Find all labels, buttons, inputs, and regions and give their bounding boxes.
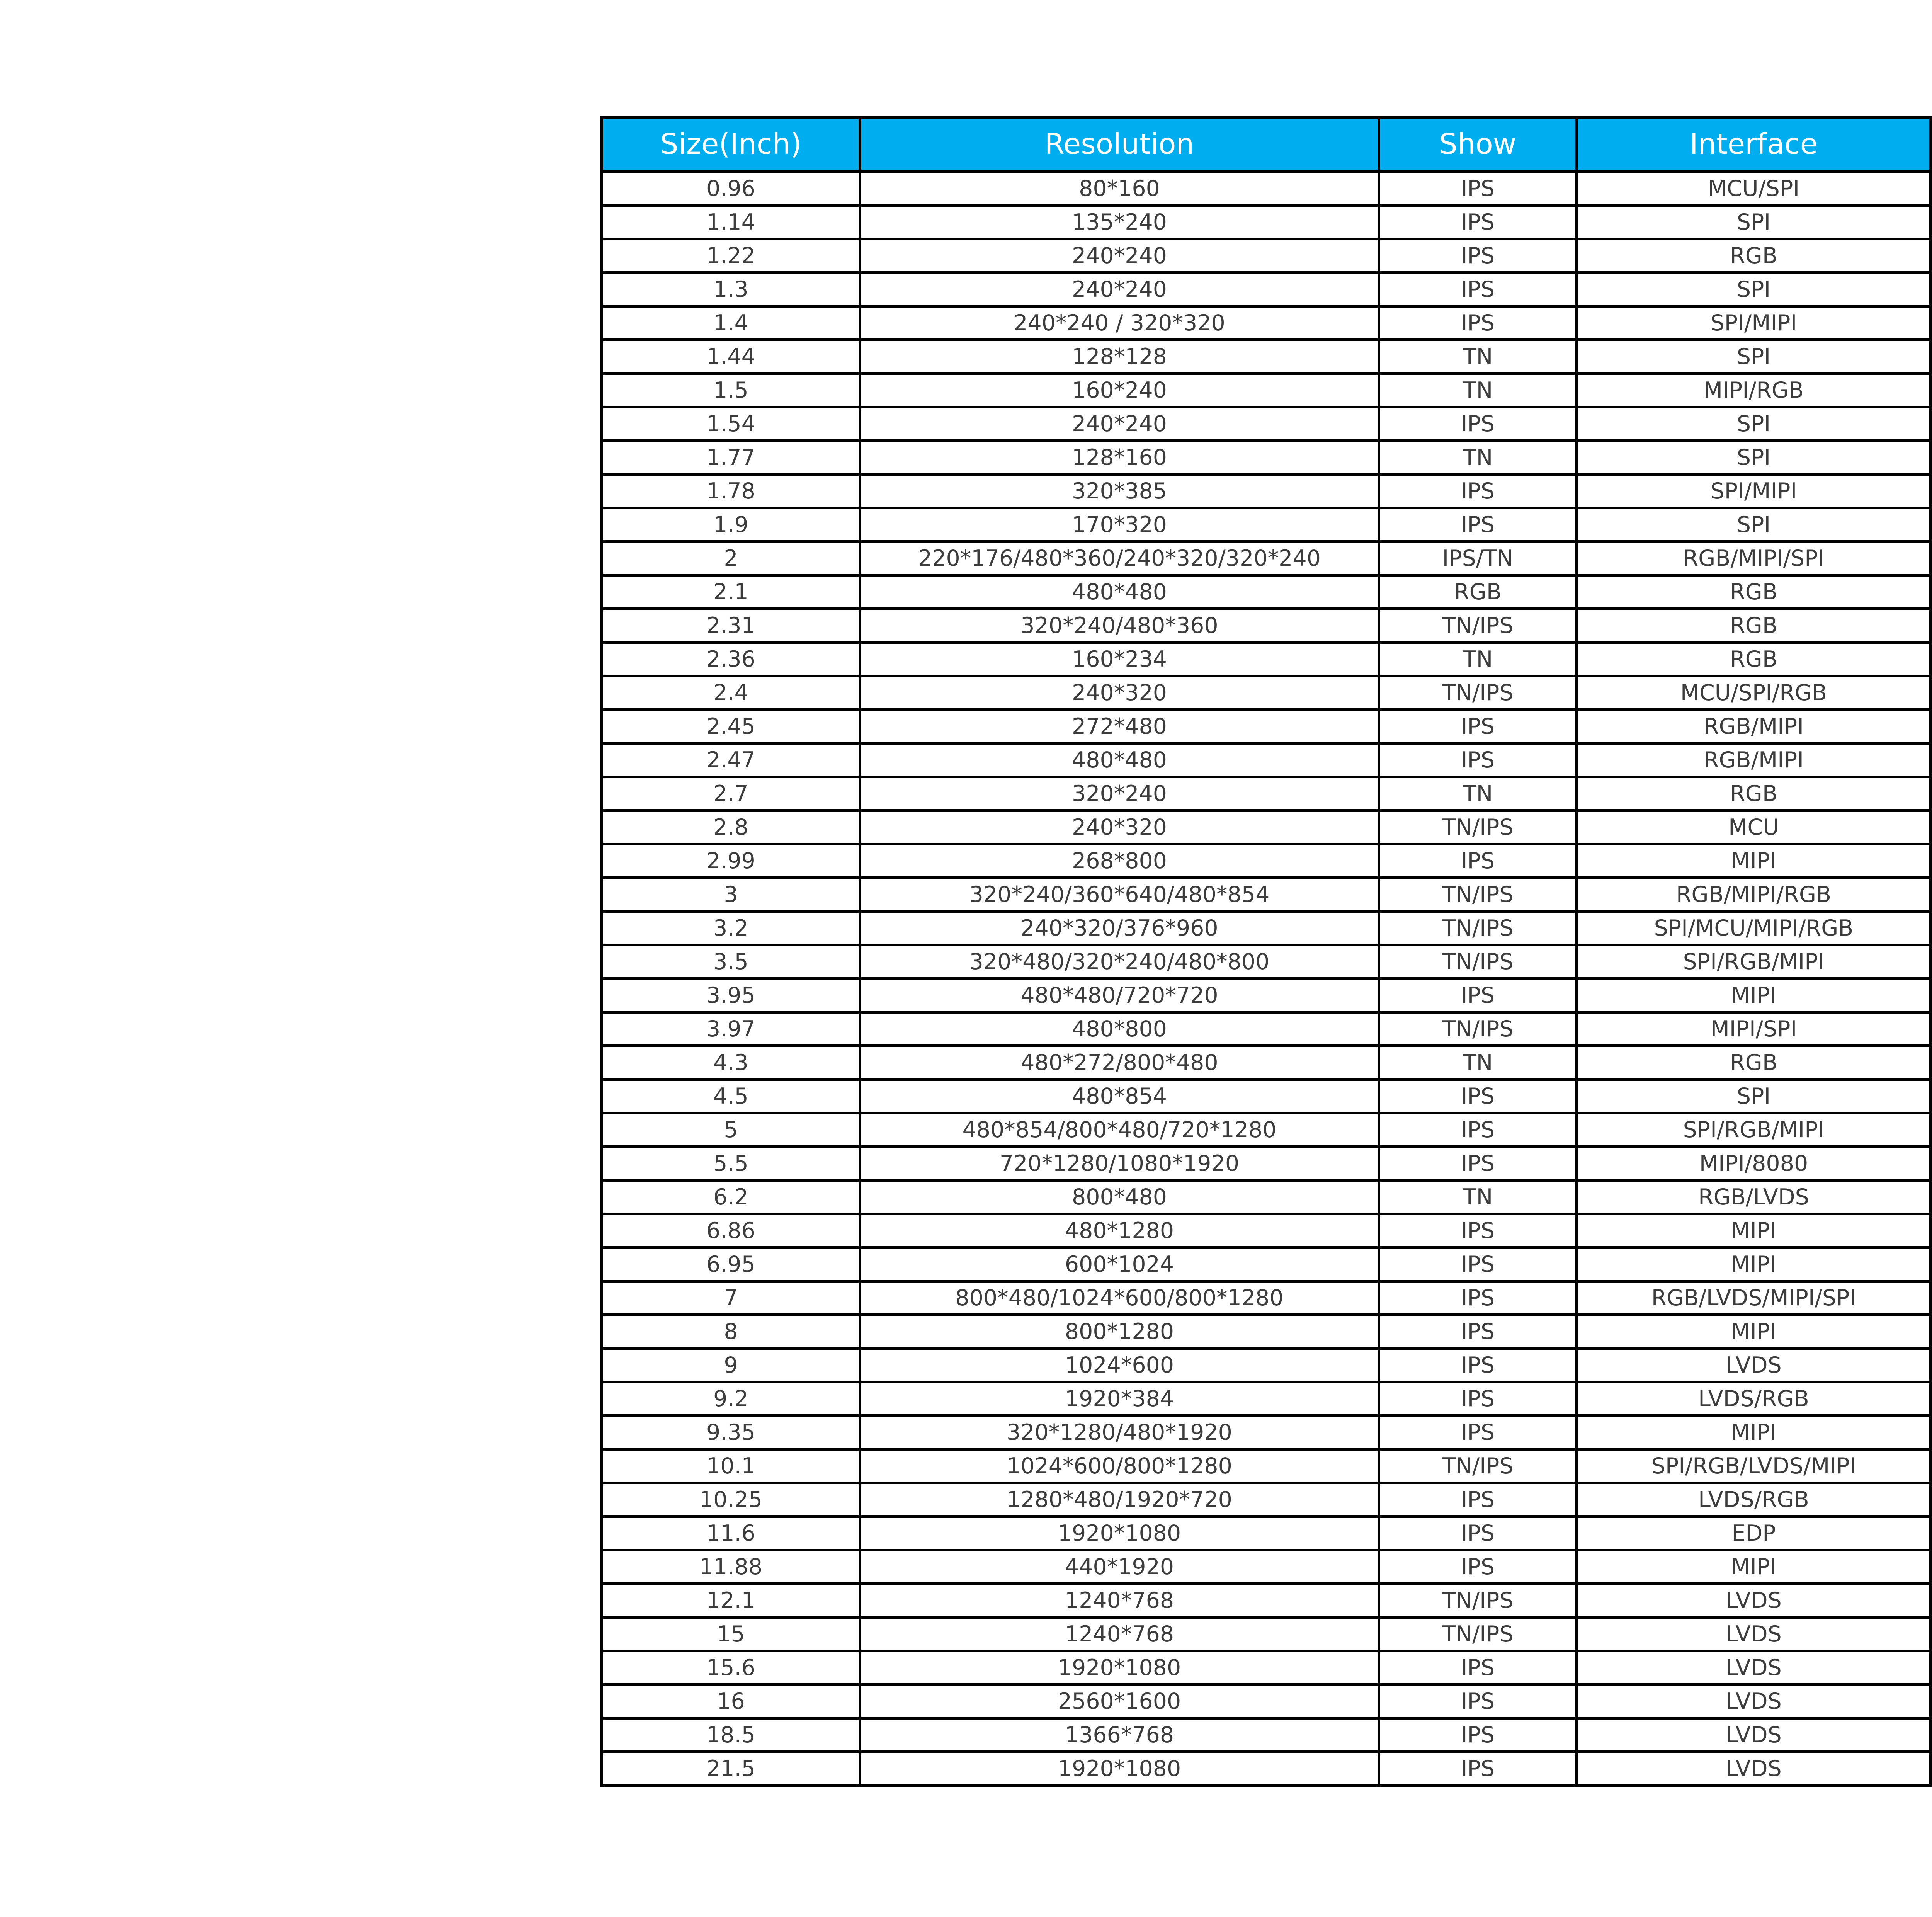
cell-pins [1931, 1012, 1932, 1046]
cell-interface: MIPI [1577, 1416, 1931, 1449]
cell-show: IPS [1379, 1315, 1577, 1349]
table-row [602, 844, 1932, 878]
cell-show: TN [1379, 1046, 1577, 1080]
table-row [602, 1147, 1932, 1180]
cell-interface: SPI [1577, 508, 1931, 542]
cell-interface: RGB [1577, 575, 1931, 609]
cell-interface: SPI/MIPI [1577, 475, 1931, 508]
cell-resolution: 480*480/720*720 [860, 979, 1379, 1012]
table-row [602, 1718, 1932, 1752]
cell-size: 6.2 [602, 1180, 860, 1214]
table-row [602, 407, 1932, 441]
cell-interface: LVDS [1577, 1718, 1931, 1752]
cell-interface: SPI [1577, 206, 1931, 239]
cell-resolution: 320*480/320*240/480*800 [860, 945, 1379, 979]
cell-size: 8 [602, 1315, 860, 1349]
cell-pins [1931, 206, 1932, 239]
table-row [602, 1550, 1932, 1584]
cell-resolution: 1920*1080 [860, 1752, 1379, 1786]
cell-pins [1931, 508, 1932, 542]
cell-size: 10.25 [602, 1483, 860, 1517]
cell-size: 4.3 [602, 1046, 860, 1080]
cell-show: IPS [1379, 1080, 1577, 1113]
cell-resolution: 320*240 [860, 777, 1379, 811]
cell-resolution: 440*1920 [860, 1550, 1379, 1584]
cell-size: 3.95 [602, 979, 860, 1012]
cell-resolution: 128*128 [860, 340, 1379, 374]
table-row [602, 811, 1932, 844]
cell-resolution: 480*1280 [860, 1214, 1379, 1248]
cell-size: 4.5 [602, 1080, 860, 1113]
cell-interface: LVDS/RGB [1577, 1483, 1931, 1517]
cell-pins [1931, 945, 1932, 979]
lcd-spec-table [600, 116, 1932, 1787]
cell-interface: SPI [1577, 340, 1931, 374]
cell-resolution: 320*385 [860, 475, 1379, 508]
cell-size: 12.1 [602, 1584, 860, 1618]
cell-show: RGB [1379, 575, 1577, 609]
table-row [602, 1248, 1932, 1281]
cell-resolution: 128*160 [860, 441, 1379, 475]
cell-resolution: 1920*1080 [860, 1651, 1379, 1685]
cell-pins [1931, 1550, 1932, 1584]
cell-resolution: 240*240 [860, 239, 1379, 273]
table-row [602, 1349, 1932, 1382]
cell-pins [1931, 1416, 1932, 1449]
cell-interface: RGB [1577, 643, 1931, 676]
cell-pins [1931, 542, 1932, 575]
cell-interface: LVDS/RGB [1577, 1382, 1931, 1416]
table-header [602, 117, 1932, 172]
table-row [602, 1752, 1932, 1786]
cell-interface: SPI [1577, 1080, 1931, 1113]
table-row [602, 609, 1932, 643]
cell-size: 9 [602, 1349, 860, 1382]
cell-show: TN/IPS [1379, 811, 1577, 844]
table-row [602, 1281, 1932, 1315]
cell-resolution: 240*320 [860, 811, 1379, 844]
cell-interface: MIPI/8080 [1577, 1147, 1931, 1180]
cell-size: 11.6 [602, 1517, 860, 1550]
cell-interface: MIPI [1577, 1315, 1931, 1349]
cell-resolution: 480*272/800*480 [860, 1046, 1379, 1080]
cell-resolution: 480*854 [860, 1080, 1379, 1113]
cell-pins [1931, 710, 1932, 743]
cell-pins [1931, 1752, 1932, 1786]
cell-resolution: 1240*768 [860, 1584, 1379, 1618]
cell-show: TN [1379, 374, 1577, 407]
cell-pins [1931, 340, 1932, 374]
cell-pins [1931, 1382, 1932, 1416]
table-row [602, 912, 1932, 945]
cell-show: IPS [1379, 172, 1577, 206]
cell-size: 2.1 [602, 575, 860, 609]
cell-interface: SPI [1577, 441, 1931, 475]
cell-size: 1.44 [602, 340, 860, 374]
cell-show: IPS [1379, 710, 1577, 743]
cell-interface: LVDS [1577, 1618, 1931, 1651]
cell-pins [1931, 1349, 1932, 1382]
cell-resolution: 135*240 [860, 206, 1379, 239]
cell-interface: RGB/MIPI/SPI [1577, 542, 1931, 575]
cell-size: 3.97 [602, 1012, 860, 1046]
table-row [602, 1012, 1932, 1046]
cell-size: 5.5 [602, 1147, 860, 1180]
cell-interface: SPI [1577, 407, 1931, 441]
cell-size: 6.86 [602, 1214, 860, 1248]
cell-size: 1.5 [602, 374, 860, 407]
cell-show: TN [1379, 340, 1577, 374]
cell-pins [1931, 1281, 1932, 1315]
cell-pins [1931, 575, 1932, 609]
cell-show: TN/IPS [1379, 1584, 1577, 1618]
cell-interface: LVDS [1577, 1584, 1931, 1618]
cell-resolution: 320*1280/480*1920 [860, 1416, 1379, 1449]
column-header-show: Show [1379, 117, 1577, 172]
cell-show: IPS [1379, 1685, 1577, 1718]
cell-show: TN/IPS [1379, 945, 1577, 979]
cell-show: IPS [1379, 273, 1577, 306]
cell-size: 5 [602, 1113, 860, 1147]
cell-pins [1931, 1618, 1932, 1651]
cell-interface: SPI/RGB/MIPI [1577, 1113, 1931, 1147]
cell-show: IPS [1379, 1214, 1577, 1248]
cell-show: IPS [1379, 1113, 1577, 1147]
cell-resolution: 240*240 [860, 273, 1379, 306]
table-row [602, 777, 1932, 811]
cell-pins [1931, 609, 1932, 643]
cell-interface: MCU [1577, 811, 1931, 844]
cell-show: TN/IPS [1379, 1449, 1577, 1483]
cell-size: 2.36 [602, 643, 860, 676]
cell-show: TN/IPS [1379, 676, 1577, 710]
table-row [602, 1214, 1932, 1248]
cell-size: 2.47 [602, 743, 860, 777]
cell-size: 2.31 [602, 609, 860, 643]
cell-interface: SPI/MIPI [1577, 306, 1931, 340]
cell-interface: EDP [1577, 1517, 1931, 1550]
cell-resolution: 480*480 [860, 743, 1379, 777]
table-row [602, 508, 1932, 542]
table-row [602, 441, 1932, 475]
cell-show: IPS [1379, 239, 1577, 273]
cell-pins [1931, 1113, 1932, 1147]
cell-show: IPS [1379, 1718, 1577, 1752]
cell-size: 7 [602, 1281, 860, 1315]
cell-show: TN/IPS [1379, 1618, 1577, 1651]
cell-show: IPS [1379, 1651, 1577, 1685]
cell-show: IPS [1379, 1382, 1577, 1416]
cell-size: 2.7 [602, 777, 860, 811]
cell-resolution: 240*240 [860, 407, 1379, 441]
table-row [602, 172, 1932, 206]
cell-size: 16 [602, 1685, 860, 1718]
cell-interface: RGB/LVDS/MIPI/SPI [1577, 1281, 1931, 1315]
cell-interface: LVDS [1577, 1349, 1931, 1382]
table-row [602, 743, 1932, 777]
cell-show: IPS [1379, 508, 1577, 542]
column-header-interface: Interface [1577, 117, 1931, 172]
cell-resolution: 1920*1080 [860, 1517, 1379, 1550]
table-row [602, 475, 1932, 508]
cell-size: 9.2 [602, 1382, 860, 1416]
cell-resolution: 240*240 / 320*320 [860, 306, 1379, 340]
column-header-pins [1931, 117, 1932, 172]
cell-interface: MIPI [1577, 1550, 1931, 1584]
cell-pins [1931, 1180, 1932, 1214]
cell-show: TN [1379, 441, 1577, 475]
cell-size: 10.1 [602, 1449, 860, 1483]
cell-size: 1.78 [602, 475, 860, 508]
cell-pins [1931, 1147, 1932, 1180]
cell-resolution: 80*160 [860, 172, 1379, 206]
cell-pins [1931, 1080, 1932, 1113]
cell-resolution: 272*480 [860, 710, 1379, 743]
cell-resolution: 720*1280/1080*1920 [860, 1147, 1379, 1180]
cell-interface: MIPI/SPI [1577, 1012, 1931, 1046]
cell-show: IPS [1379, 1416, 1577, 1449]
cell-show: IPS [1379, 1517, 1577, 1550]
cell-size: 15 [602, 1618, 860, 1651]
cell-interface: RGB [1577, 239, 1931, 273]
cell-pins [1931, 643, 1932, 676]
cell-interface: RGB/MIPI/RGB [1577, 878, 1931, 912]
column-header-size: Size(Inch) [602, 117, 860, 172]
cell-interface: SPI/RGB/LVDS/MIPI [1577, 1449, 1931, 1483]
cell-size: 2.8 [602, 811, 860, 844]
cell-interface: MIPI [1577, 1214, 1931, 1248]
cell-resolution: 1024*600/800*1280 [860, 1449, 1379, 1483]
cell-resolution: 480*854/800*480/720*1280 [860, 1113, 1379, 1147]
cell-pins [1931, 1517, 1932, 1550]
cell-pins [1931, 374, 1932, 407]
table-row [602, 239, 1932, 273]
table-row [602, 1685, 1932, 1718]
cell-size: 3.5 [602, 945, 860, 979]
cell-size: 1.77 [602, 441, 860, 475]
table-row [602, 1180, 1932, 1214]
cell-interface: LVDS [1577, 1685, 1931, 1718]
cell-size: 1.4 [602, 306, 860, 340]
cell-size: 2 [602, 542, 860, 575]
cell-pins [1931, 1449, 1932, 1483]
cell-resolution: 800*480/1024*600/800*1280 [860, 1281, 1379, 1315]
cell-pins [1931, 1483, 1932, 1517]
cell-show: IPS [1379, 743, 1577, 777]
cell-resolution: 1240*768 [860, 1618, 1379, 1651]
cell-pins [1931, 1718, 1932, 1752]
cell-interface: RGB/MIPI [1577, 743, 1931, 777]
cell-resolution: 320*240/480*360 [860, 609, 1379, 643]
cell-pins [1931, 306, 1932, 340]
table-row [602, 542, 1932, 575]
cell-interface: SPI [1577, 273, 1931, 306]
cell-size: 1.54 [602, 407, 860, 441]
cell-resolution: 2560*1600 [860, 1685, 1379, 1718]
table-row [602, 1080, 1932, 1113]
cell-interface: MIPI/RGB [1577, 374, 1931, 407]
cell-interface: RGB/MIPI [1577, 710, 1931, 743]
cell-size: 9.35 [602, 1416, 860, 1449]
cell-interface: SPI/RGB/MIPI [1577, 945, 1931, 979]
cell-pins [1931, 743, 1932, 777]
cell-size: 0.96 [602, 172, 860, 206]
cell-pins [1931, 1685, 1932, 1718]
cell-show: IPS [1379, 1349, 1577, 1382]
cell-show: TN/IPS [1379, 1012, 1577, 1046]
cell-interface: MIPI [1577, 1248, 1931, 1281]
cell-pins [1931, 676, 1932, 710]
cell-pins [1931, 1214, 1932, 1248]
cell-resolution: 160*240 [860, 374, 1379, 407]
cell-resolution: 220*176/480*360/240*320/320*240 [860, 542, 1379, 575]
cell-show: TN/IPS [1379, 912, 1577, 945]
cell-pins [1931, 1584, 1932, 1618]
cell-pins [1931, 172, 1932, 206]
table-row [602, 945, 1932, 979]
cell-pins [1931, 811, 1932, 844]
table-row [602, 1651, 1932, 1685]
cell-show: TN [1379, 643, 1577, 676]
table-row [602, 979, 1932, 1012]
cell-resolution: 1024*600 [860, 1349, 1379, 1382]
cell-pins [1931, 239, 1932, 273]
table-row [602, 1046, 1932, 1080]
table-row [602, 676, 1932, 710]
cell-interface: LVDS [1577, 1651, 1931, 1685]
cell-pins [1931, 1651, 1932, 1685]
table-row [602, 1483, 1932, 1517]
cell-show: IPS [1379, 206, 1577, 239]
cell-show: TN/IPS [1379, 609, 1577, 643]
table-row [602, 306, 1932, 340]
cell-show: IPS [1379, 979, 1577, 1012]
table-body [602, 172, 1932, 1786]
cell-interface: RGB/LVDS [1577, 1180, 1931, 1214]
cell-size: 1.3 [602, 273, 860, 306]
cell-size: 15.6 [602, 1651, 860, 1685]
table-row [602, 1517, 1932, 1550]
table-row [602, 710, 1932, 743]
table-row [602, 1416, 1932, 1449]
cell-interface: LVDS [1577, 1752, 1931, 1786]
cell-pins [1931, 979, 1932, 1012]
cell-size: 3 [602, 878, 860, 912]
cell-show: IPS [1379, 1248, 1577, 1281]
table-row [602, 1315, 1932, 1349]
cell-show: IPS [1379, 1483, 1577, 1517]
cell-pins [1931, 273, 1932, 306]
table-row [602, 374, 1932, 407]
cell-pins [1931, 912, 1932, 945]
cell-size: 1.22 [602, 239, 860, 273]
cell-interface: SPI/MCU/MIPI/RGB [1577, 912, 1931, 945]
cell-show: IPS/TN [1379, 542, 1577, 575]
cell-resolution: 1366*768 [860, 1718, 1379, 1752]
cell-interface: RGB [1577, 609, 1931, 643]
cell-show: IPS [1379, 1752, 1577, 1786]
cell-resolution: 800*480 [860, 1180, 1379, 1214]
cell-size: 2.45 [602, 710, 860, 743]
cell-pins [1931, 441, 1932, 475]
table-row [602, 1382, 1932, 1416]
cell-show: TN [1379, 777, 1577, 811]
cell-size: 1.9 [602, 508, 860, 542]
cell-resolution: 160*234 [860, 643, 1379, 676]
cell-size: 18.5 [602, 1718, 860, 1752]
cell-resolution: 1920*384 [860, 1382, 1379, 1416]
cell-pins [1931, 407, 1932, 441]
cell-interface: RGB [1577, 777, 1931, 811]
cell-resolution: 268*800 [860, 844, 1379, 878]
cell-pins [1931, 878, 1932, 912]
cell-resolution: 1280*480/1920*720 [860, 1483, 1379, 1517]
table-row [602, 340, 1932, 374]
cell-pins [1931, 1315, 1932, 1349]
cell-resolution: 800*1280 [860, 1315, 1379, 1349]
cell-show: TN/IPS [1379, 878, 1577, 912]
cell-show: IPS [1379, 475, 1577, 508]
table-row [602, 273, 1932, 306]
table-row [602, 1618, 1932, 1651]
cell-show: IPS [1379, 1147, 1577, 1180]
cell-resolution: 600*1024 [860, 1248, 1379, 1281]
cell-size: 11.88 [602, 1550, 860, 1584]
cell-pins [1931, 844, 1932, 878]
cell-resolution: 480*480 [860, 575, 1379, 609]
cell-resolution: 170*320 [860, 508, 1379, 542]
cell-resolution: 240*320/376*960 [860, 912, 1379, 945]
cell-interface: MCU/SPI [1577, 172, 1931, 206]
cell-size: 6.95 [602, 1248, 860, 1281]
cell-size: 21.5 [602, 1752, 860, 1786]
cell-size: 3.2 [602, 912, 860, 945]
table-row [602, 575, 1932, 609]
cell-interface: RGB [1577, 1046, 1931, 1080]
table-row [602, 878, 1932, 912]
cell-size: 2.4 [602, 676, 860, 710]
cell-show: IPS [1379, 407, 1577, 441]
cell-size: 1.14 [602, 206, 860, 239]
cell-show: IPS [1379, 1281, 1577, 1315]
cell-interface: MIPI [1577, 979, 1931, 1012]
table-row [602, 1113, 1932, 1147]
cell-show: IPS [1379, 1550, 1577, 1584]
cell-interface: MCU/SPI/RGB [1577, 676, 1931, 710]
cell-show: IPS [1379, 844, 1577, 878]
cell-resolution: 320*240/360*640/480*854 [860, 878, 1379, 912]
table-row [602, 1449, 1932, 1483]
table-row [602, 206, 1932, 239]
table-row [602, 643, 1932, 676]
cell-pins [1931, 1248, 1932, 1281]
cell-pins [1931, 475, 1932, 508]
cell-size: 2.99 [602, 844, 860, 878]
cell-pins [1931, 777, 1932, 811]
header-row [602, 117, 1932, 172]
table-row [602, 1584, 1932, 1618]
cell-interface: MIPI [1577, 844, 1931, 878]
cell-pins [1931, 1046, 1932, 1080]
cell-show: TN [1379, 1180, 1577, 1214]
column-header-resolution: Resolution [860, 117, 1379, 172]
cell-resolution: 240*320 [860, 676, 1379, 710]
cell-resolution: 480*800 [860, 1012, 1379, 1046]
cell-show: IPS [1379, 306, 1577, 340]
